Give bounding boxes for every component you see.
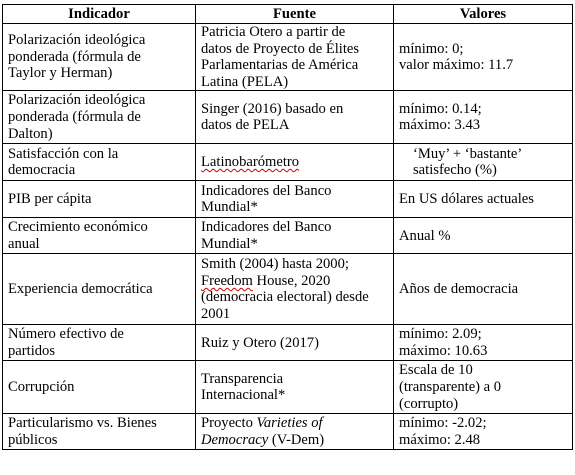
table-row: [3, 218, 573, 254]
table-row: [3, 325, 573, 361]
table-row: [3, 91, 573, 144]
cell-line: Smith (2004) hasta 2000;: [201, 256, 349, 273]
source-cell: [196, 414, 394, 450]
table-row: [3, 181, 573, 218]
source-cell: [196, 325, 394, 361]
cell-line: datos de PELA: [201, 117, 290, 134]
indicator-cell: [3, 24, 196, 91]
cell-line: 2001: [201, 305, 231, 322]
cell-line: [201, 432, 391, 449]
cell-line: Número efectivo de: [8, 326, 124, 343]
values-cell: [394, 24, 573, 91]
cell-line: Mundial*: [201, 199, 258, 216]
indicator-cell: [3, 325, 196, 361]
table-header-row: [3, 5, 573, 24]
values-cell: [394, 254, 573, 325]
cell-line: Internacional*: [201, 387, 286, 404]
source-cell: [196, 91, 394, 144]
cell-line: En US dólares actuales: [399, 191, 534, 208]
cell-line: máximo: 2.48: [399, 431, 481, 448]
source-part: Proyecto: [201, 415, 257, 432]
cell-line: Latinobarómetro: [201, 154, 300, 171]
cell-line: máximo: 3.43: [399, 117, 481, 134]
cell-line: Singer (2016) basado en: [201, 100, 344, 117]
cell-line: Indicadores del Banco: [201, 182, 332, 199]
cell-line: mínimo: 2.09;: [399, 326, 482, 343]
cell-line: Anual %: [399, 227, 451, 244]
source-part: (V-Dem): [268, 431, 325, 448]
cell-line: Satisfacción con la: [8, 145, 119, 162]
cell-line: partidos: [8, 342, 56, 359]
cell-line: máximo: 10.63: [399, 342, 488, 359]
source-line-rest: House, 2020: [252, 272, 331, 289]
cell-line: PIB per cápita: [8, 191, 92, 208]
cell-line: (transparente) a 0: [399, 379, 502, 396]
cell-line: Ruiz y Otero (2017): [201, 334, 319, 351]
cell-line: Corrupción: [8, 379, 75, 396]
indicator-cell: [3, 218, 196, 254]
cell-line: Escala de 10: [399, 362, 473, 379]
source-part-italic: Democracy: [201, 431, 269, 448]
cell-line: (corrupto): [399, 395, 459, 412]
cell-line: Indicadores del Banco: [201, 219, 332, 236]
cell-line: Latina (PELA): [201, 73, 289, 90]
values-cell: [394, 181, 573, 218]
source-cell: [196, 181, 394, 218]
source-cell: [196, 24, 394, 91]
cell-line: Polarización ideológica: [8, 92, 146, 109]
cell-line: Particularismo vs. Bienes: [8, 415, 157, 432]
cell-line: (democracia electoral) desde: [201, 289, 369, 306]
cell-line: Polarización ideológica: [8, 32, 146, 49]
table-row: [3, 414, 573, 450]
cell-line: Mundial*: [201, 235, 258, 252]
source-cell: [196, 218, 394, 254]
cell-line: mínimo: 0.14;: [399, 100, 482, 117]
cell-line: [201, 415, 391, 432]
indicator-cell: [3, 254, 196, 325]
cell-line: [201, 273, 391, 290]
source-cell: [196, 144, 394, 181]
cell-line: Taylor y Herman): [8, 65, 113, 82]
values-cell: [394, 218, 573, 254]
cell-line: públicos: [8, 431, 58, 448]
cell-line: Transparencia: [201, 370, 284, 387]
indicator-cell: [3, 144, 196, 181]
cell-line: datos de Proyecto de Élites: [201, 40, 360, 57]
cell-line: mínimo: 0;: [399, 40, 464, 57]
source-part-italic: Varieties of: [256, 415, 323, 432]
table-row: [3, 254, 573, 325]
indicator-cell: [3, 361, 196, 414]
values-cell: [394, 414, 573, 450]
cell-line: Años de democracia: [399, 281, 519, 298]
indicator-cell: [3, 181, 196, 218]
cell-line: mínimo: -2.02;: [399, 415, 487, 432]
indicator-cell: [3, 91, 196, 144]
cell-line: ponderada (fórmula de: [8, 109, 141, 126]
indicator-cell: [3, 414, 196, 450]
cell-line: Parlamentarias de América: [201, 57, 359, 74]
values-cell: [394, 144, 573, 181]
values-cell: [394, 325, 573, 361]
source-cell: [196, 254, 394, 325]
cell-line: valor máximo: 11.7: [399, 57, 514, 74]
table-row: [3, 144, 573, 181]
indicators-table: [2, 4, 573, 450]
header-indicador: Indicador: [3, 5, 196, 24]
cell-line: satisfecho (%): [413, 162, 497, 179]
cell-line: ponderada (fórmula de: [8, 48, 141, 65]
freedom-word: Freedom: [201, 272, 253, 289]
cell-line: Experiencia democrática: [8, 281, 153, 298]
header-fuente: Fuente: [196, 5, 394, 24]
cell-line: ‘Muy’ + ‘bastante’: [413, 145, 523, 162]
cell-line: Dalton): [8, 125, 53, 142]
table-row: [3, 361, 573, 414]
cell-line: anual: [8, 235, 40, 252]
table-row: [3, 24, 573, 91]
header-valores: Valores: [394, 5, 573, 24]
cell-line: democracia: [8, 162, 76, 179]
values-cell: [394, 361, 573, 414]
source-cell: [196, 361, 394, 414]
cell-line: Crecimiento económico: [8, 219, 148, 236]
values-cell: [394, 91, 573, 144]
cell-line: Patricia Otero a partir de: [201, 24, 346, 40]
